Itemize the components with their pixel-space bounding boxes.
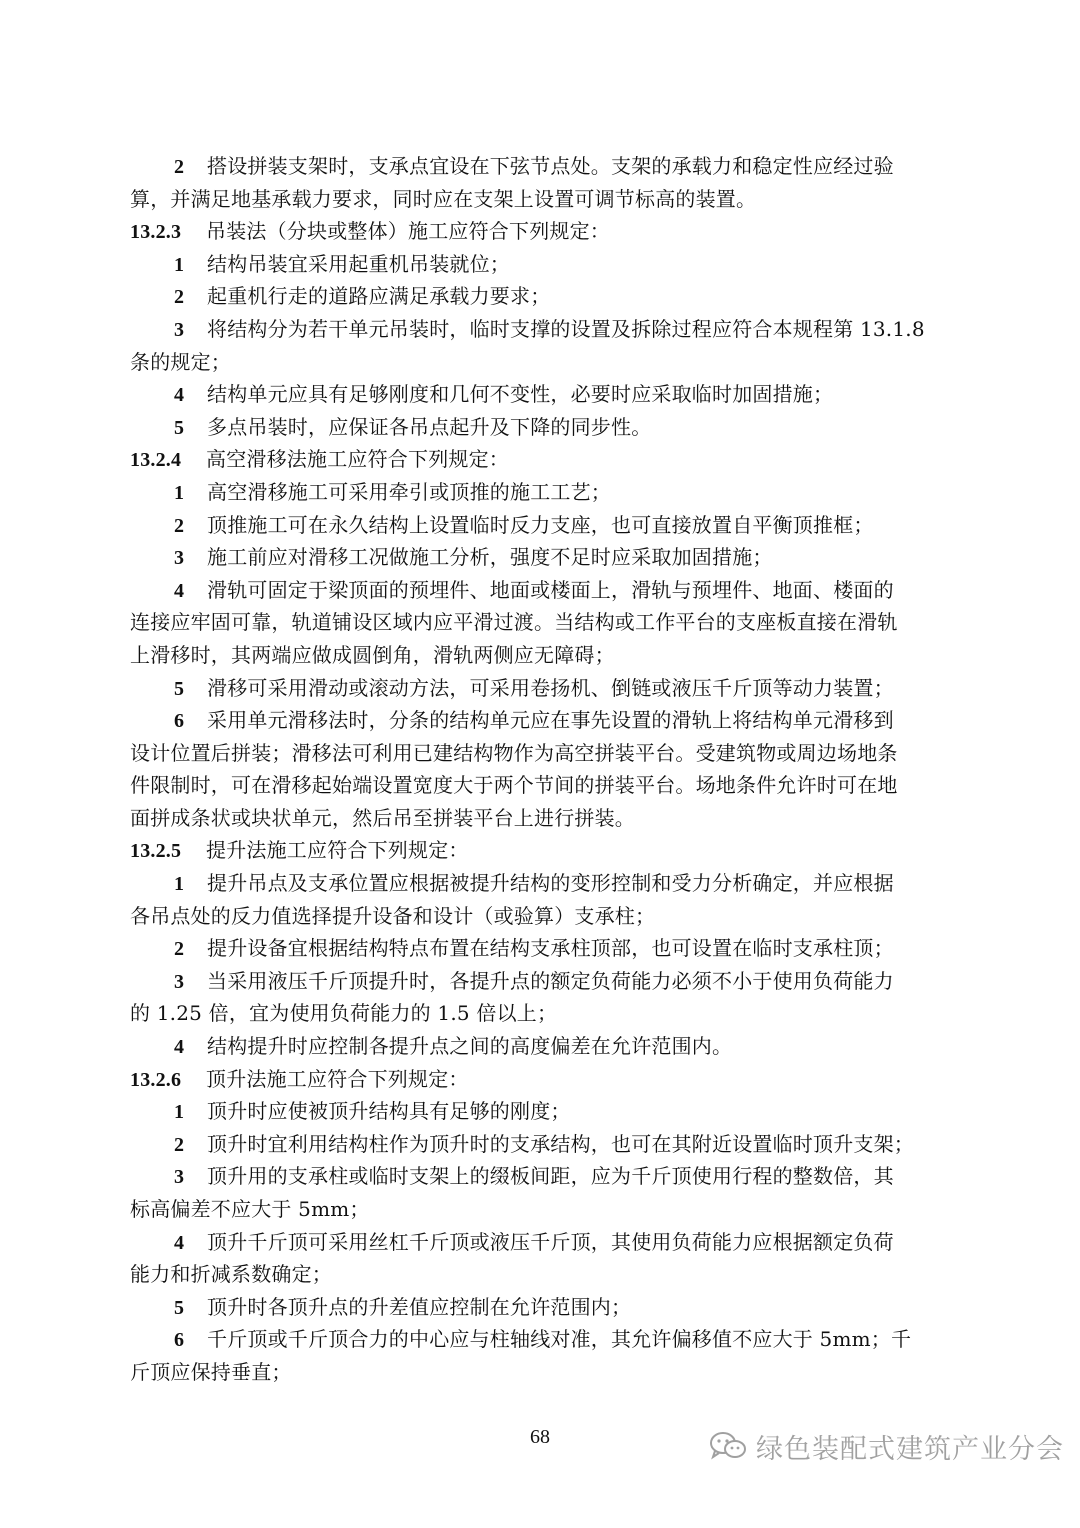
list-item <box>130 1128 952 1161</box>
line-text: 滑轨可固定于梁顶面的预埋件、地面或楼面上，滑轨与预埋件、地面、楼面的 <box>207 577 894 602</box>
line-text: 设计位置后拼装；滑移法可利用已建结构物作为高空拼装平台。受建筑物或周边场地条 <box>130 740 898 765</box>
list-item <box>130 672 952 705</box>
line-text: 件限制时，可在滑移起始端设置宽度大于两个节间的拼装平台。场地条件允许时可在地 <box>130 773 898 798</box>
clause-heading <box>130 215 952 248</box>
line-text: 结构单元应具有足够刚度和几何不变性，必要时应采取临时加固措施； <box>207 382 834 407</box>
list-item <box>130 150 952 183</box>
item-number: 1 <box>174 481 185 504</box>
item-number: 4 <box>174 579 185 602</box>
list-item <box>130 280 952 313</box>
body-text <box>130 150 952 1389</box>
line-text: 斤顶应保持垂直； <box>130 1359 292 1384</box>
list-item <box>130 1226 952 1259</box>
line-text: 顶推施工可在永久结构上设置临时反力支座，也可直接放置自平衡顶推框； <box>207 512 874 537</box>
item-number: 2 <box>174 938 185 961</box>
item-number: 6 <box>174 710 185 733</box>
line-text: 顶升时宜利用结构柱作为顶升时的支承结构，也可在其附近设置临时顶升支架； <box>207 1131 914 1156</box>
line-text: 提升法施工应符合下列规定： <box>206 838 469 863</box>
line-text: 高空滑移施工可采用牵引或顶推的施工工艺； <box>207 479 611 504</box>
watermark-text: 绿色装配式建筑产业分会 <box>756 1433 1064 1465</box>
line-text: 搭设拼装支架时，支承点宜设在下弦节点处。支架的承载力和稳定性应经过验 <box>207 154 894 178</box>
item-number: 4 <box>174 1036 185 1059</box>
list-item <box>130 704 952 737</box>
text-line <box>130 1193 952 1226</box>
wechat-icon <box>708 1430 748 1462</box>
text-line <box>130 639 952 672</box>
text-line <box>130 183 952 216</box>
line-text: 起重机行走的道路应满足承载力要求； <box>207 284 551 309</box>
list-item <box>130 965 952 998</box>
item-number: 2 <box>174 514 185 537</box>
text-line <box>130 802 952 835</box>
clause-heading <box>130 1063 952 1096</box>
line-text: 顶升法施工应符合下列规定： <box>206 1066 469 1091</box>
list-item <box>130 313 952 346</box>
text-line <box>130 606 952 639</box>
line-text: 条的规定； <box>130 349 231 374</box>
item-number: 1 <box>174 873 185 896</box>
line-text: 算，并满足地基承载力要求，同时应在支架上设置可调节标高的装置。 <box>130 186 757 211</box>
text-line <box>130 900 952 933</box>
text-line <box>130 769 952 802</box>
list-item <box>130 1030 952 1063</box>
list-item <box>130 509 952 542</box>
line-text: 连接应牢固可靠，轨道铺设区域内应平滑过渡。当结构或工作平台的支座板直接在滑轨 <box>130 610 898 635</box>
list-item <box>130 1160 952 1193</box>
clause-number: 13.2.5 <box>130 840 182 863</box>
line-text: 千斤顶或千斤顶合力的中心应与柱轴线对准，其允许偏移值不应大于 5mm；千 <box>207 1327 912 1352</box>
list-item <box>130 541 952 574</box>
list-item <box>130 378 952 411</box>
item-number: 1 <box>174 253 185 276</box>
line-text: 各吊点处的反力值选择提升设备和设计（或验算）支承柱； <box>130 903 656 928</box>
line-text: 多点吊装时，应保证各吊点起升及下降的同步性。 <box>207 414 652 439</box>
line-text: 滑移可采用滑动或滚动方法，可采用卷扬机、倒链或液压千斤顶等动力装置； <box>207 675 894 700</box>
item-number: 3 <box>174 970 185 993</box>
line-text: 采用单元滑移法时，分条的结构单元应在事先设置的滑轨上将结构单元滑移到 <box>207 708 894 733</box>
list-item <box>130 248 952 281</box>
list-item <box>130 476 952 509</box>
watermark <box>708 1428 1064 1464</box>
line-text: 上滑移时，其两端应做成圆倒角，滑轨两侧应无障碍； <box>130 642 615 667</box>
line-text: 标高偏差不应大于 5mm； <box>130 1197 370 1221</box>
list-item <box>130 1323 952 1356</box>
line-text: 能力和折减系数确定； <box>130 1262 332 1287</box>
list-item <box>130 932 952 965</box>
item-number: 6 <box>174 1329 185 1352</box>
line-text: 结构提升时应控制各提升点之间的高度偏差在允许范围内。 <box>207 1034 733 1059</box>
line-text: 面拼成条状或块状单元，然后吊至拼装平台上进行拼装。 <box>130 805 635 830</box>
item-number: 4 <box>174 1231 185 1254</box>
item-number: 5 <box>174 1296 185 1319</box>
item-number: 5 <box>174 677 185 700</box>
line-text: 当采用液压千斤顶提升时，各提升点的额定负荷能力必须不小于使用负荷能力 <box>207 968 894 993</box>
item-number: 5 <box>174 416 185 439</box>
list-item <box>130 574 952 607</box>
line-text: 施工前应对滑移工况做施工分析，强度不足时应采取加固措施； <box>207 545 773 570</box>
list-item <box>130 1095 952 1128</box>
line-text: 顶升时各顶升点的升差值应控制在允许范围内； <box>207 1294 632 1319</box>
item-number: 1 <box>174 1101 185 1124</box>
line-text: 提升设备宜根据结构特点布置在结构支承柱顶部，也可设置在临时支承柱顶； <box>207 936 894 961</box>
line-text: 高空滑移法施工应符合下列规定： <box>206 447 509 472</box>
item-number: 2 <box>174 156 185 178</box>
list-item <box>130 1291 952 1324</box>
line-text: 顶升时应使被顶升结构具有足够的刚度； <box>207 1099 571 1124</box>
item-number: 3 <box>174 318 185 341</box>
line-text: 顶升用的支承柱或临时支架上的缀板间距，应为千斤顶使用行程的整数倍，其 <box>207 1164 894 1189</box>
text-line <box>130 997 952 1030</box>
text-line <box>130 1356 952 1389</box>
line-text: 吊装法（分块或整体）施工应符合下列规定： <box>206 219 610 244</box>
line-text: 的 1.25 倍，宜为使用负荷能力的 1.5 倍以上； <box>130 1001 558 1026</box>
clause-number: 13.2.4 <box>130 449 182 472</box>
item-number: 3 <box>174 547 185 570</box>
page-number: 68 <box>530 1426 550 1448</box>
list-item <box>130 867 952 900</box>
text-line <box>130 346 952 379</box>
line-text: 顶升千斤顶可采用丝杠千斤顶或液压千斤顶，其使用负荷能力应根据额定负荷 <box>207 1229 894 1254</box>
line-text: 将结构分为若干单元吊装时，临时支撑的设置及拆除过程应符合本规程第 13.1.8 <box>207 316 925 341</box>
clause-heading <box>130 834 952 867</box>
item-number: 4 <box>174 384 185 407</box>
clause-number: 13.2.6 <box>130 1068 182 1091</box>
item-number: 2 <box>174 1133 185 1156</box>
line-text: 结构吊装宜采用起重机吊装就位； <box>207 251 510 276</box>
item-number: 3 <box>174 1166 185 1189</box>
text-line <box>130 1258 952 1291</box>
clause-heading <box>130 443 952 476</box>
item-number: 2 <box>174 286 185 309</box>
clause-number: 13.2.3 <box>130 221 182 244</box>
text-line <box>130 737 952 770</box>
list-item <box>130 411 952 444</box>
line-text: 提升吊点及支承位置应根据被提升结构的变形控制和受力分析确定，并应根据 <box>207 871 894 896</box>
